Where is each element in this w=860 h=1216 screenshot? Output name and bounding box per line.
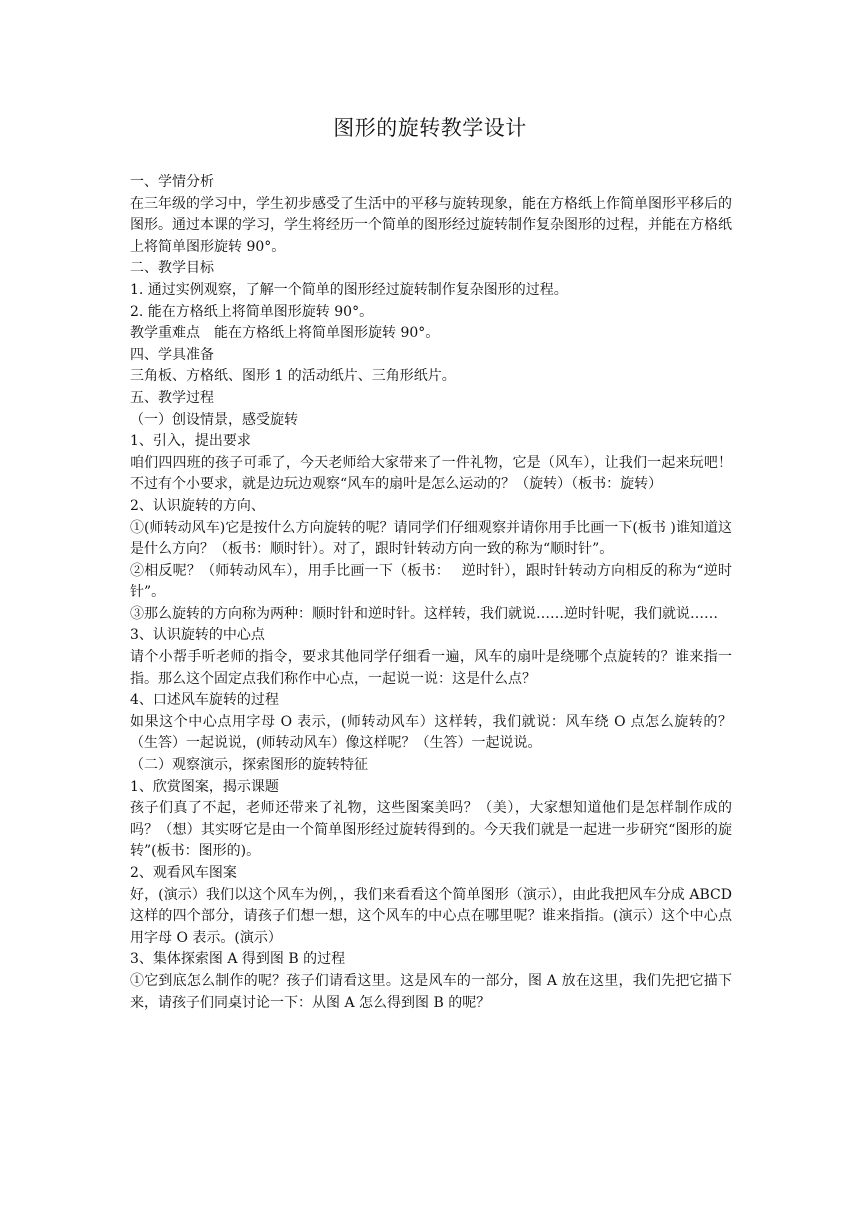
step-heading: 3、认识旋转的中心点 <box>130 627 265 644</box>
section-heading: 一、学情分析 <box>130 174 214 190</box>
step-heading: 1、引入，提出要求 <box>130 433 251 450</box>
paragraph: ③那么旋转的方向称为两种：顺时针和逆时针。这样转，我们就说……逆时针呢，我们就说…… <box>130 605 718 622</box>
document-body <box>130 172 732 1014</box>
step-heading: 4、口述风车旋转的过程 <box>130 692 279 709</box>
paragraph: 咱们四四班的孩子可乖了，今天老师给大家带来了一件礼物，它是（风车），让我们一起来玩吧！不过有个小要求，就是边玩边观察“风车的扇叶是怎么运动的？（旋转）（板书：旋转） <box>130 454 732 493</box>
paragraph: 在三年级的学习中，学生初步感受了生活中的平移与旋转现象，能在方格纸上作简单图形平移后的图形。通过本课的学习，学生将经历一个简单的图形经过旋转制作复杂图形的过程，并能在方格纸上将简单图形旋转 90°。 <box>130 195 732 255</box>
paragraph: ①它到底怎么制作的呢？孩子们请看这里。这是风车的一部分，图 A 放在这里，我们先把它描下来，请孩子们同桌讨论一下：从图 A 怎么得到图 B 的呢？ <box>130 972 732 1011</box>
list-item: 2. 能在方格纸上将简单图形旋转 90°。 <box>130 303 374 320</box>
paragraph: ①(师转动风车)它是按什么方向旋转的呢？请同学们仔细观察并请你用手比画一下(板书 )谁知道这是什么方向？（板书：顺时针）。对了，跟时针转动方向一致的称为“顺时针”。 <box>130 519 732 558</box>
subsection-heading: （一）创设情景，感受旋转 <box>130 411 298 428</box>
section-heading: 五、教学过程 <box>130 389 214 406</box>
step-heading: 3、集体探索图 A 得到图 B 的过程 <box>130 951 346 968</box>
list-item: 1. 通过实例观察，了解一个简单的图形经过旋转制作复杂图形的过程。 <box>130 281 568 298</box>
step-heading: 2、认识旋转的方向、 <box>130 497 265 514</box>
section-heading: 二、教学目标 <box>130 260 214 277</box>
paragraph: 三角板、方格纸、图形 1 的活动纸片、三角形纸片。 <box>130 368 456 385</box>
paragraph: 请个小帮手听老师的指令，要求其他同学仔细看一遍，风车的扇叶是绕哪个点旋转的？谁来指一指。那么这个固定点我们称作中心点，一起说一说：这是什么点？ <box>130 649 732 687</box>
paragraph: ②相反呢？（师转动风车），用手比画一下（板书： 逆时针），跟时针转动方向相反的称为“逆时针”。 <box>130 562 732 601</box>
document-title: 图形的旋转教学设计 <box>333 116 527 140</box>
paragraph: 如果这个中心点用字母 O 表示，(师转动风车）这样转，我们就说：风车绕 O 点怎么旋转的？（生答）一起说说，(师转动风车）像这样呢？（生答）一起说说。 <box>130 713 732 752</box>
paragraph: 好，(演示）我们以这个风车为例，，我们来看看这个简单图形（演示），由此我把风车分成 ABCD 这样的四个部分，请孩子们想一想，这个风车的中心点在哪里呢？谁来指指。(演示）这个中心点用字母 O 表示。(演示） <box>130 886 732 946</box>
paragraph: 教学重难点 能在方格纸上将简单图形旋转 90°。 <box>130 325 440 342</box>
section-heading: 四、学具准备 <box>130 346 214 363</box>
paragraph: 孩子们真了不起，老师还带来了礼物，这些图案美吗？（美），大家想知道他们是怎样制作成的吗？（想）其实呀它是由一个简单图形经过旋转得到的。今天我们就是一起进一步研究“图形的旋转”(板书：图形的)。 <box>130 800 732 860</box>
step-heading: 2、观看风车图案 <box>130 865 237 881</box>
step-heading: 1、欣赏图案，揭示课题 <box>130 778 279 795</box>
subsection-heading: （二）观察演示，探索图形的旋转特征 <box>130 757 368 774</box>
